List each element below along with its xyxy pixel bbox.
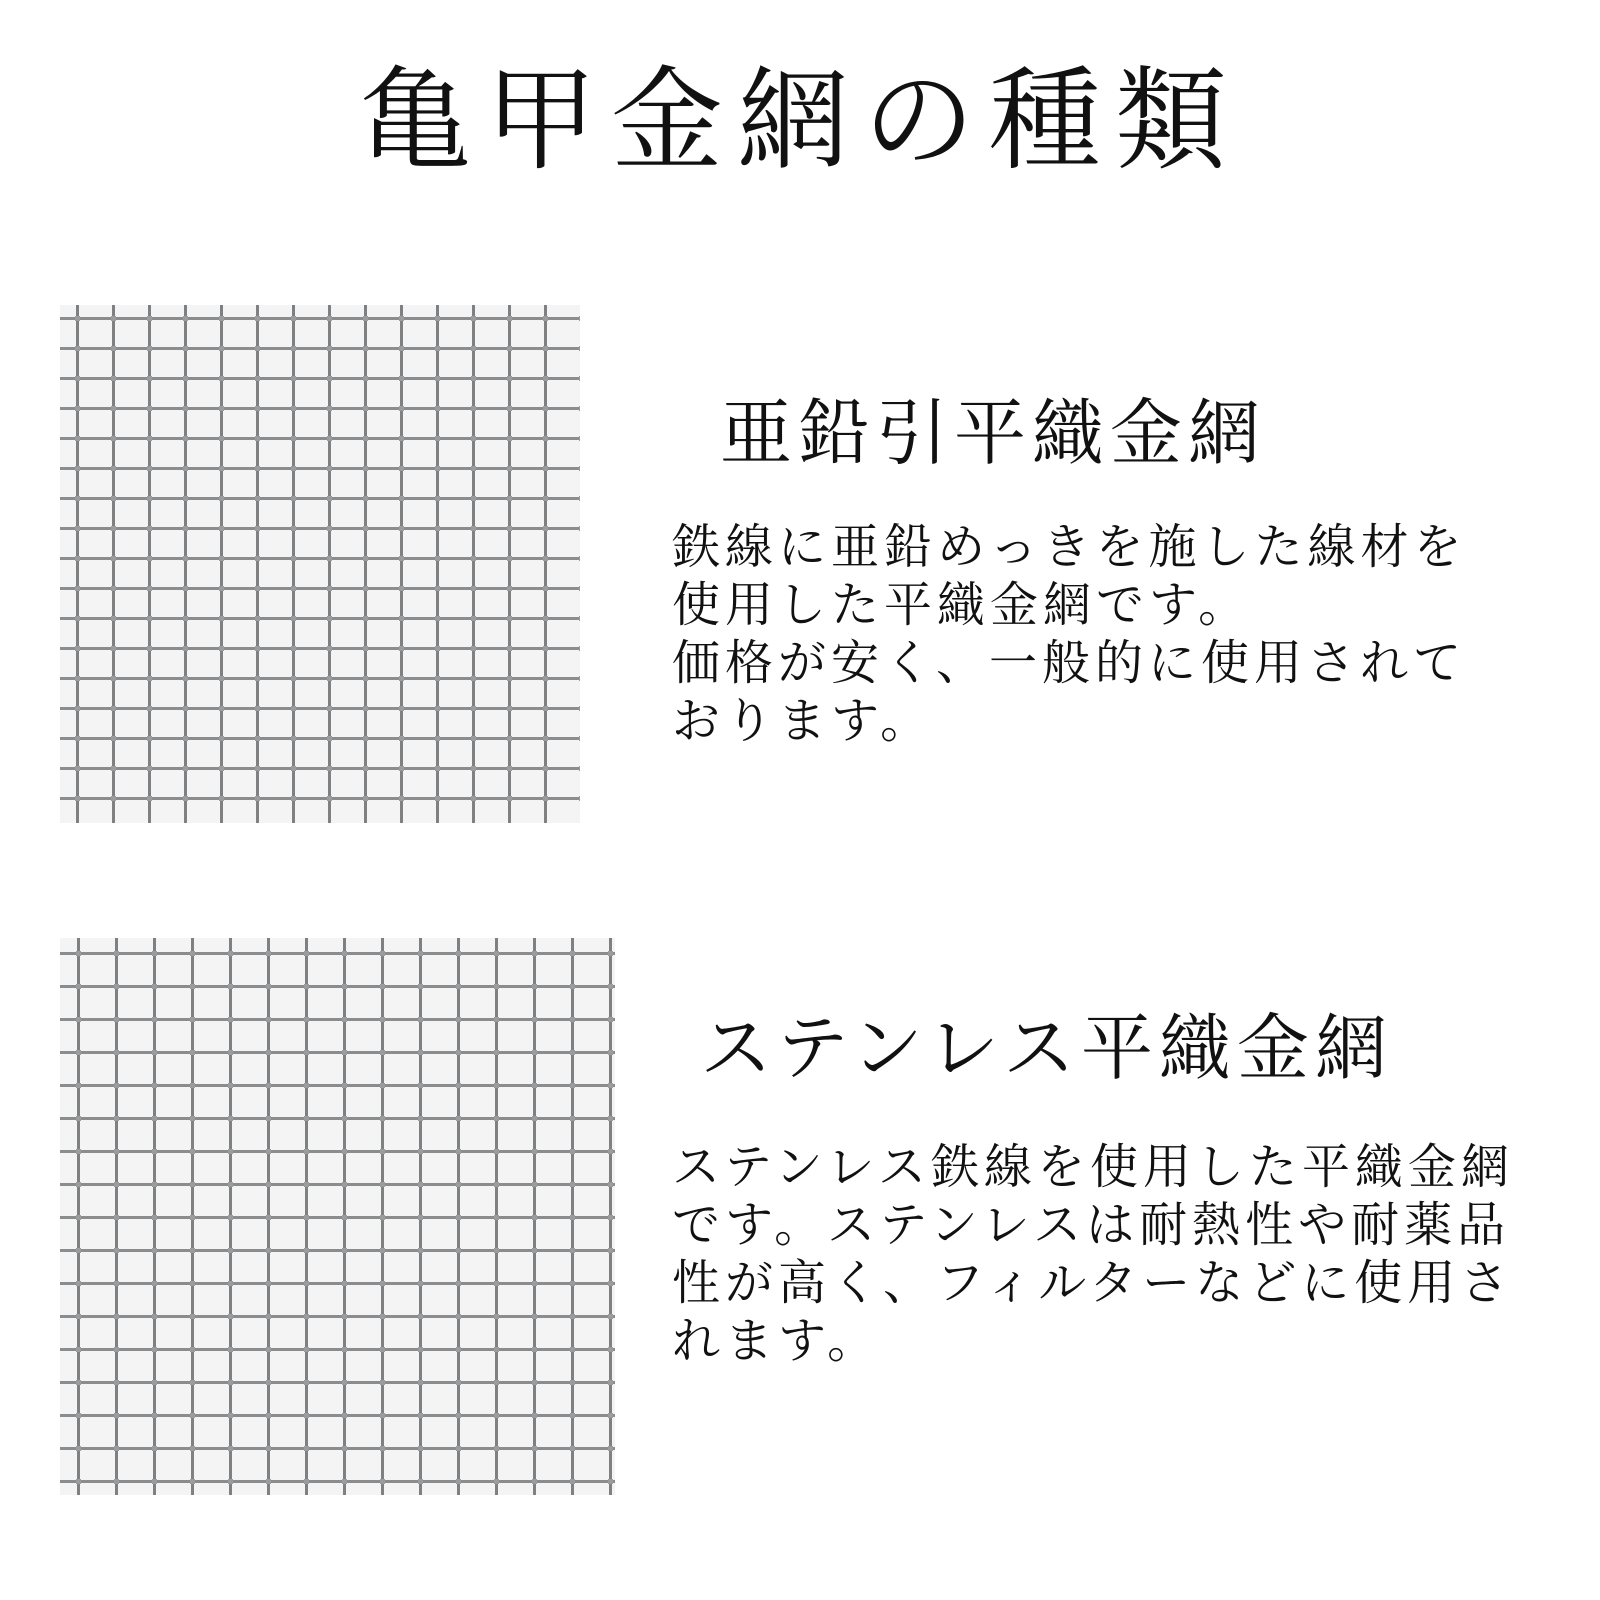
description-line: れます。	[672, 1313, 881, 1369]
galvanized-mesh-image	[60, 305, 580, 823]
description-line: です。ステンレスは耐熱性や耐薬品	[672, 1197, 1511, 1253]
description-line: 価格が安く、一般的に使用されて	[672, 635, 1467, 691]
description-line: おります。	[672, 693, 934, 749]
product-name-galvanized: 亜鉛引平織金網	[720, 391, 1267, 475]
description-line: 性が高く、フィルターなどに使用さ	[672, 1255, 1514, 1311]
description-line: 鉄線に亜鉛めっきを施した線材を	[672, 519, 1467, 575]
product-description-galvanized	[672, 518, 1532, 750]
product-description-stainless	[672, 1138, 1532, 1370]
stainless-mesh-image	[60, 938, 615, 1495]
product-name-stainless: ステンレス平織金網	[700, 1006, 1394, 1090]
page-title: 亀甲金網の種類	[359, 56, 1241, 186]
description-line: 使用した平織金網です。	[672, 577, 1252, 633]
description-line: ステンレス鉄線を使用した平織金網	[672, 1139, 1515, 1195]
wire-mesh-pattern	[60, 938, 615, 1495]
wire-mesh-pattern	[60, 305, 580, 823]
